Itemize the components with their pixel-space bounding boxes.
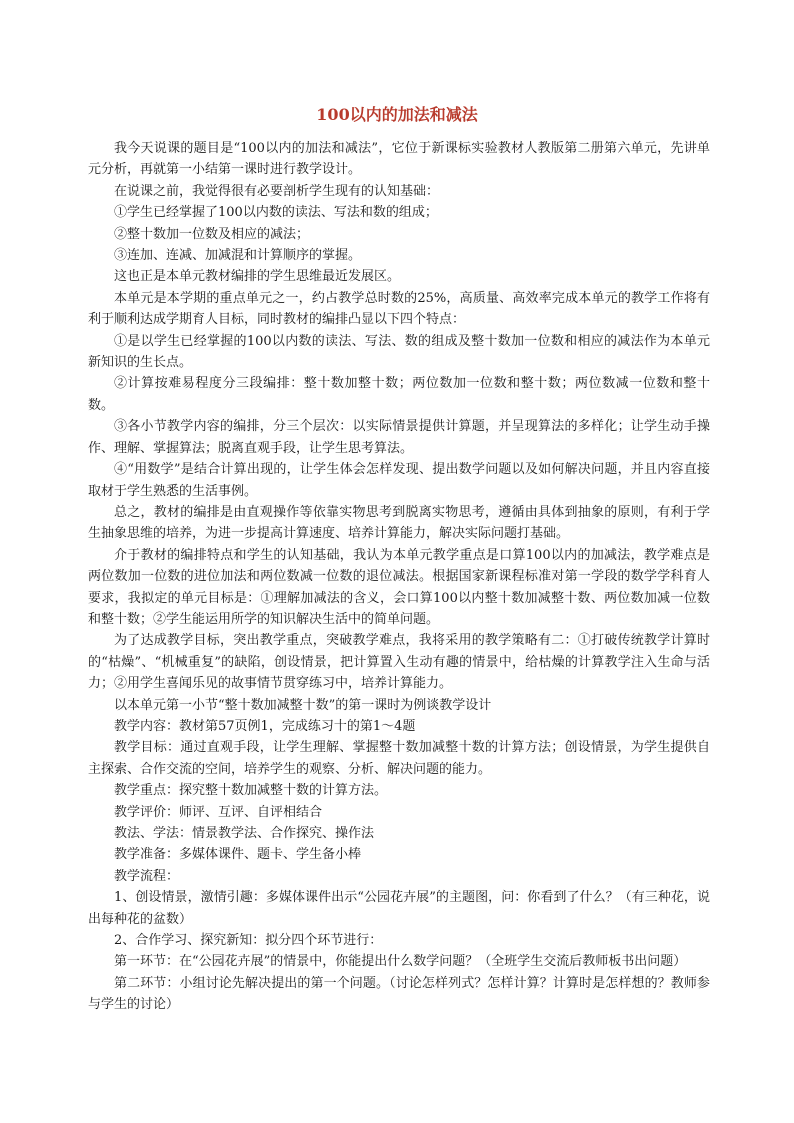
document-title: 100以内的加法和减法 xyxy=(316,105,478,124)
paragraph: 介于教材的编排特点和学生的认知基础，我认为本单元教学重点是口算100以内的加减法，教学难点是两位数加一位数的进位加法和两位数减一位数的退位减法。根据国家新课程标准对第一学段的数学学科育人要求，我拟定的单元目标是：①理解加减法的含义，会口算100以内整十数加减整十数、两位数加减一位数和整十数；②学生能运用所学的知识解决生活中的简单问题。 xyxy=(88,547,710,627)
paragraph: ①学生已经掌握了100以内数的读法、写法和数的组成； xyxy=(114,205,438,221)
paragraph: 以本单元第一小节“整十数加减整十数”的第一课时为例谈教学设计 xyxy=(114,697,492,713)
paragraph: 这也正是本单元教材编排的学生思维最近发展区。 xyxy=(114,269,401,285)
paragraph: ③连加、连减、加减混和计算顺序的掌握。 xyxy=(114,248,362,264)
paragraph: 教学流程： xyxy=(114,868,180,884)
paragraph: 教学准备：多媒体课件、题卡、学生备小棒 xyxy=(114,847,362,863)
paragraph: ②整十数加一位数及相应的减法； xyxy=(114,226,310,242)
paragraph: 教学内容：教材第57页例1，完成练习十的第1～4题 xyxy=(114,718,416,734)
paragraph: 教学评价：师评、互评、自评相结合 xyxy=(114,804,323,820)
paragraph: 教学重点：探究整十数加减整十数的计算方法。 xyxy=(114,783,388,799)
paragraph: 2、合作学习、探究新知：拟分四个环节进行： xyxy=(114,933,383,949)
paragraph: ④“用数学”是结合计算出现的，让学生体会怎样发现、提出数学问题以及如何解决问题，并且内容直接取材于学生熟悉的生活事例。 xyxy=(88,462,710,499)
paragraph: ①是以学生已经掌握的100以内数的读法、写法、数的组成及整十数加一位数和相应的减法作为本单元新知识的生长点。 xyxy=(88,333,710,371)
paragraph: 第一环节：在“公园花卉展”的情景中，你能提出什么数学问题？（全班学生交流后教师板书出问题） xyxy=(114,954,687,970)
paragraph: 教学目标：通过直观手段，让学生理解、掌握整十数加减整十数的计算方法；创设情景，为学生提供自主探索、合作交流的空间，培养学生的观察、分析、解决问题的能力。 xyxy=(88,740,710,777)
paragraph: ②计算按难易程度分三段编排：整十数加整十数；两位数加一位数和整十数；两位数减一位数和整十数。 xyxy=(88,376,710,413)
paragraph: 总之，教材的编排是由直观操作等依靠实物思考到脱离实物思考，遵循由具体到抽象的原则，有利于学生抽象思维的培养，为进一步提高计算速度、培养计算能力，解决实际问题打基础。 xyxy=(88,504,710,542)
paragraph: 在说课之前，我觉得很有必要剖析学生现有的认知基础： xyxy=(114,183,440,199)
paragraph: 教法、学法：情景教学法、合作探究、操作法 xyxy=(114,826,375,841)
paragraph: 我今天说课的题目是“100以内的加法和减法”，它位于新课标实验教材人教版第二册第六单元，先讲单元分析，再就第一小结第一课时进行教学设计。 xyxy=(88,141,710,178)
document-body xyxy=(88,138,710,1016)
paragraph: 为了达成教学目标，突出教学重点，突破教学难点，我将采用的教学策略有二：①打破传统教学计算时的“枯燥”、“机械重复”的缺陷，创设情景，把计算置入生动有趣的情景中，给枯燥的计算教学注入生命与活力；②用学生喜闻乐见的故事情节贯穿练习中，培养计算能力。 xyxy=(88,633,710,692)
paragraph: 第二环节：小组讨论先解决提出的第一个问题。（讨论怎样列式？怎样计算？计算时是怎样想的？教师参与学生的讨论） xyxy=(88,975,710,1013)
paragraph: 本单元是本学期的重点单元之一，约占教学总时数的25%，高质量、高效率完成本单元的教学工作将有利于顺利达成学期育人目标，同时教材的编排凸显以下四个特点： xyxy=(88,290,710,328)
paragraph: 1、创设情景，激情引趣：多媒体课件出示“公园花卉展”的主题图，问：你看到了什么？（有三种花，说出每种花的盆数） xyxy=(88,890,710,927)
paragraph: ③各小节教学内容的编排，分三个层次：以实际情景提供计算题，并呈现算法的多样化；让学生动手操作、理解、掌握算法；脱离直观手段，让学生思考算法。 xyxy=(88,419,710,456)
